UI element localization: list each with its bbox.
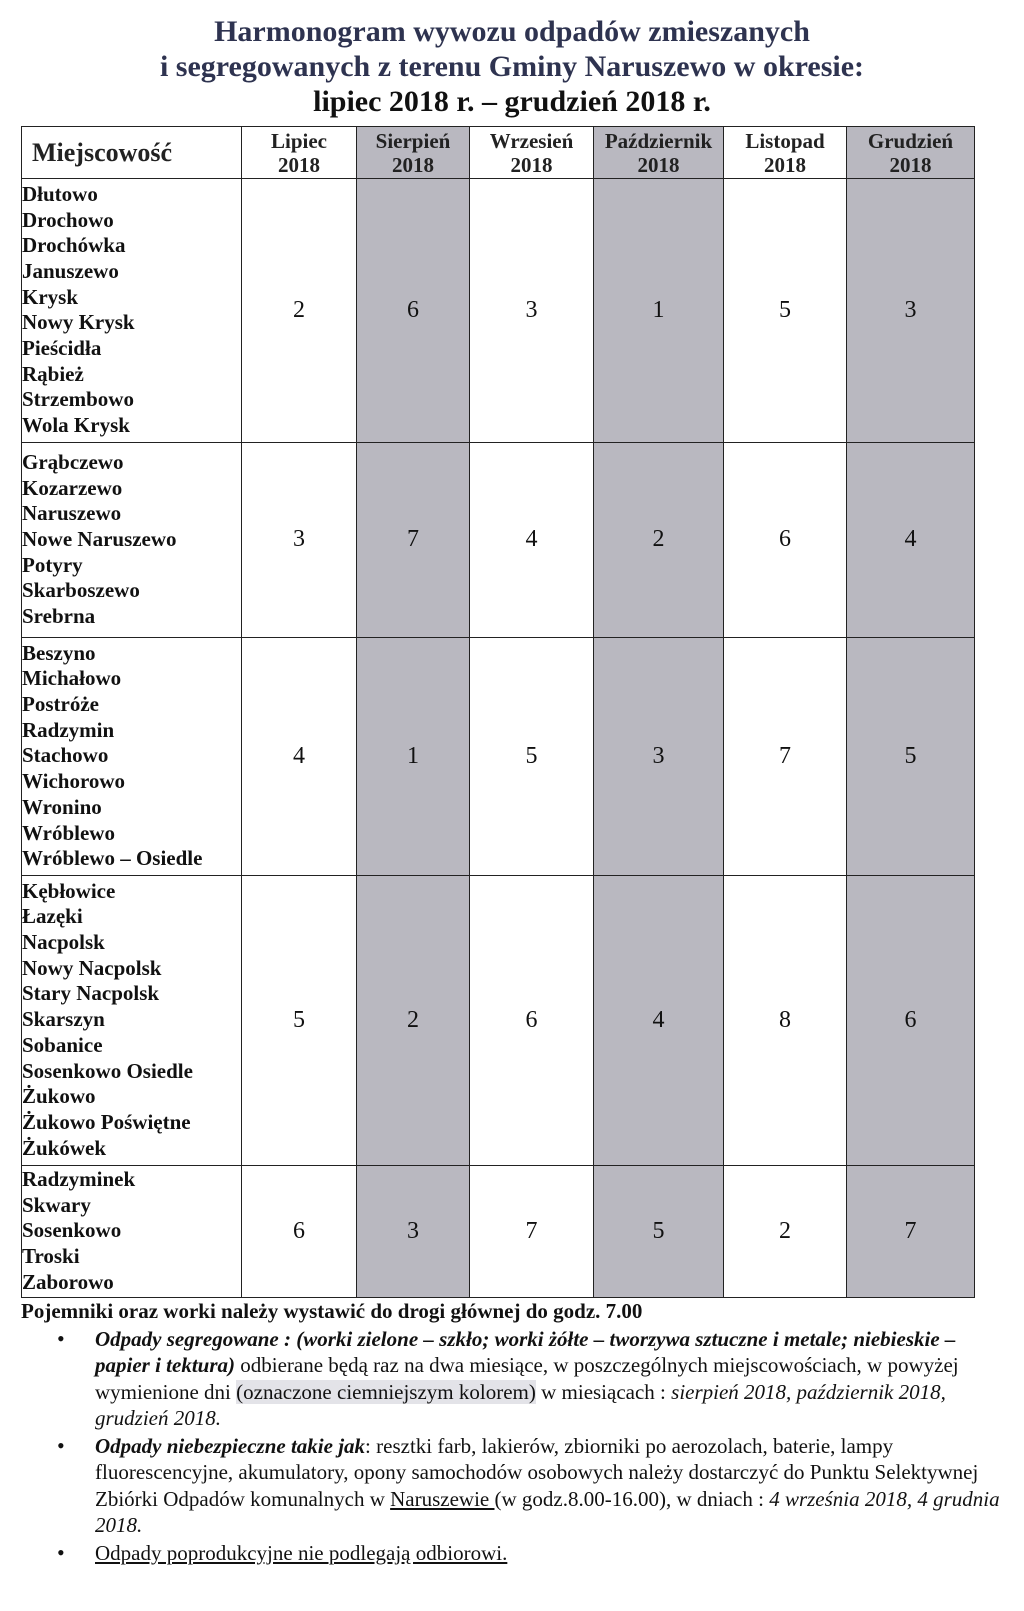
note-segregated-waste: • Odpady segregowane : (worki zielone – szkło; worki żółte – tworzywa sztuczne i metale; niebieskie – papier i tektura) odbierane będą raz na dwa miesiące, w poszczególnych miejscowościach, w powyżej wymienione dni (oznaczone ciemniejszym kolorem) w miesiącach : sierpień 2018, październik 2018, grudzień 2018. — [57, 1325, 959, 1430]
locality-name: Nowy Krysk — [22, 310, 135, 335]
collection-day-cell: 5 — [847, 638, 975, 876]
locality-name: Kozarzewo — [22, 475, 123, 500]
locality-name: Srebrna — [22, 604, 96, 629]
title-line-3: lipiec 2018 r. – grudzień 2018 r. — [313, 85, 711, 118]
collection-day-cell: 1 — [357, 638, 470, 876]
header-row — [22, 127, 975, 179]
locality-name: Beszyno — [22, 640, 96, 665]
note-hazardous-waste: • Odpady niebezpieczne takie jak: resztki farb, lakierów, zbiorniki po aerozolach, baterie, lampy fluorescencyjne, akumulatory, opony samochodów osobowych należy dostarczyć do Punktu Selektywnej Zbiórki Odpadów komunalnych w Naruszewie (w godz.8.00-16.00), w dniach : 4 września 2018, 4 grudnia 2018. — [57, 1432, 1000, 1537]
locality-name: Łazęki — [22, 904, 83, 929]
collection-day-cell: 8 — [724, 875, 847, 1165]
locality-list — [22, 875, 242, 1165]
locality-name: Januszewo — [22, 258, 119, 283]
collection-day-cell: 3 — [470, 179, 594, 443]
notes-lead: Pojemniki oraz worki należy wystawić do drogi głównej do godz. 7.00 — [21, 1299, 643, 1323]
collection-day-cell: 3 — [594, 638, 724, 876]
collection-day-cell: 2 — [724, 1165, 847, 1297]
month-header-sierpien: Sierpień 2018 — [357, 127, 470, 179]
highlight-darker-color: (oznaczone ciemniejszym kolorem) — [236, 1379, 536, 1404]
collection-day-cell: 5 — [470, 638, 594, 876]
locality-name: Wichorowo — [22, 769, 126, 794]
locality-name: Drochowo — [22, 207, 114, 232]
notes-list — [21, 1326, 1001, 1567]
collection-day-cell: 6 — [242, 1165, 357, 1297]
month-header-pazdziernik: Październik 2018 — [594, 127, 724, 179]
collection-day-cell: 2 — [242, 179, 357, 443]
collection-day-cell: 3 — [847, 179, 975, 443]
collection-day-cell: 6 — [357, 179, 470, 443]
locality-name: Dłutowo — [22, 181, 98, 206]
locality-name: Michałowo — [22, 666, 122, 691]
collection-day-cell: 5 — [724, 179, 847, 443]
locality-name: Nowy Nacpolsk — [22, 955, 162, 980]
locality-list — [22, 1165, 242, 1297]
table-row — [22, 179, 975, 443]
locality-name: Postróże — [22, 692, 99, 716]
collection-day-cell: 6 — [724, 442, 847, 637]
locality-name: Pieścidła — [22, 336, 102, 361]
note-production-waste: • Odpady poprodukcyjne nie podlegają odbiorowi. — [57, 1539, 508, 1565]
table-row — [22, 875, 975, 1165]
locality-name: Skarszyn — [22, 1007, 105, 1032]
locality-name: Kębłowice — [22, 878, 116, 903]
collection-day-cell: 1 — [594, 179, 724, 443]
locality-name: Sosenkowo — [22, 1218, 122, 1243]
locality-name: Zaborowo — [22, 1269, 114, 1294]
locality-name: Sosenkowo Osiedle — [22, 1058, 193, 1083]
locality-name: Drochówka — [22, 233, 126, 258]
locality-name: Skwary — [22, 1192, 91, 1217]
collection-day-cell: 4 — [470, 442, 594, 637]
collection-day-cell: 4 — [242, 638, 357, 876]
bullet-icon: • — [57, 1325, 65, 1351]
collection-day-cell: 3 — [357, 1165, 470, 1297]
collection-day-cell: 7 — [470, 1165, 594, 1297]
locality-name: Potyry — [22, 552, 83, 577]
title-line-1: Harmonogram wywozu odpadów zmieszanych — [214, 15, 810, 48]
locality-name: Wola Krysk — [22, 413, 130, 438]
collection-day-cell: 7 — [724, 638, 847, 876]
month-header-listopad: Listopad 2018 — [724, 127, 847, 179]
locality-name: Żukówek — [22, 1135, 107, 1160]
locality-name: Skarboszewo — [22, 578, 140, 603]
collection-day-cell: 2 — [357, 875, 470, 1165]
title-line-2: i segregowanych z terenu Gminy Naruszewo w okresie: — [159, 50, 865, 83]
locality-name: Wróblewo – Osiedle — [22, 846, 203, 871]
locality-list — [22, 638, 242, 876]
collection-day-cell: 6 — [470, 875, 594, 1165]
notes-section — [21, 1298, 1001, 1566]
locality-name: Stary Nacpolsk — [22, 981, 160, 1006]
collection-day-cell: 5 — [594, 1165, 724, 1297]
collection-day-cell: 7 — [357, 442, 470, 637]
month-header-lipiec: Lipiec 2018 — [242, 127, 357, 179]
locality-name: Żukowo — [22, 1084, 96, 1109]
document-title — [0, 14, 1024, 119]
collection-day-cell: 5 — [242, 875, 357, 1165]
month-header-grudzien: Grudzień 2018 — [847, 127, 975, 179]
collection-day-cell: 4 — [847, 442, 975, 637]
locality-name: Żukowo Poświętne — [22, 1110, 191, 1134]
locality-name: Grąbczewo — [22, 449, 124, 474]
locality-name: Sobanice — [22, 1032, 103, 1057]
locality-name: Nowe Naruszewo — [22, 527, 177, 552]
locality-name: Stachowo — [22, 743, 109, 768]
locality-name: Rąbież — [22, 361, 84, 386]
table-row — [22, 1165, 975, 1297]
locality-name: Naruszewo — [22, 501, 122, 526]
locality-name: Radzymin — [22, 717, 115, 742]
bullet-icon: • — [57, 1432, 65, 1458]
bullet-icon: • — [57, 1539, 65, 1565]
locality-list — [22, 442, 242, 637]
locality-name: Radzyminek — [22, 1167, 136, 1192]
schedule-table — [21, 126, 975, 1298]
location-header: Miejscowość — [22, 127, 242, 179]
collection-day-cell: 6 — [847, 875, 975, 1165]
table-row — [22, 638, 975, 876]
locality-name: Krysk — [22, 284, 79, 309]
locality-list — [22, 179, 242, 443]
month-header-wrzesien: Wrzesień 2018 — [470, 127, 594, 179]
locality-name: Wróblewo — [22, 820, 115, 845]
locality-name: Wronino — [22, 794, 102, 819]
collection-day-cell: 7 — [847, 1165, 975, 1297]
collection-day-cell: 2 — [594, 442, 724, 637]
locality-name: Troski — [22, 1244, 80, 1269]
locality-name: Nacpolsk — [22, 930, 105, 955]
collection-day-cell: 4 — [594, 875, 724, 1165]
locality-name: Strzembowo — [22, 387, 134, 412]
collection-day-cell: 3 — [242, 442, 357, 637]
table-row — [22, 442, 975, 637]
